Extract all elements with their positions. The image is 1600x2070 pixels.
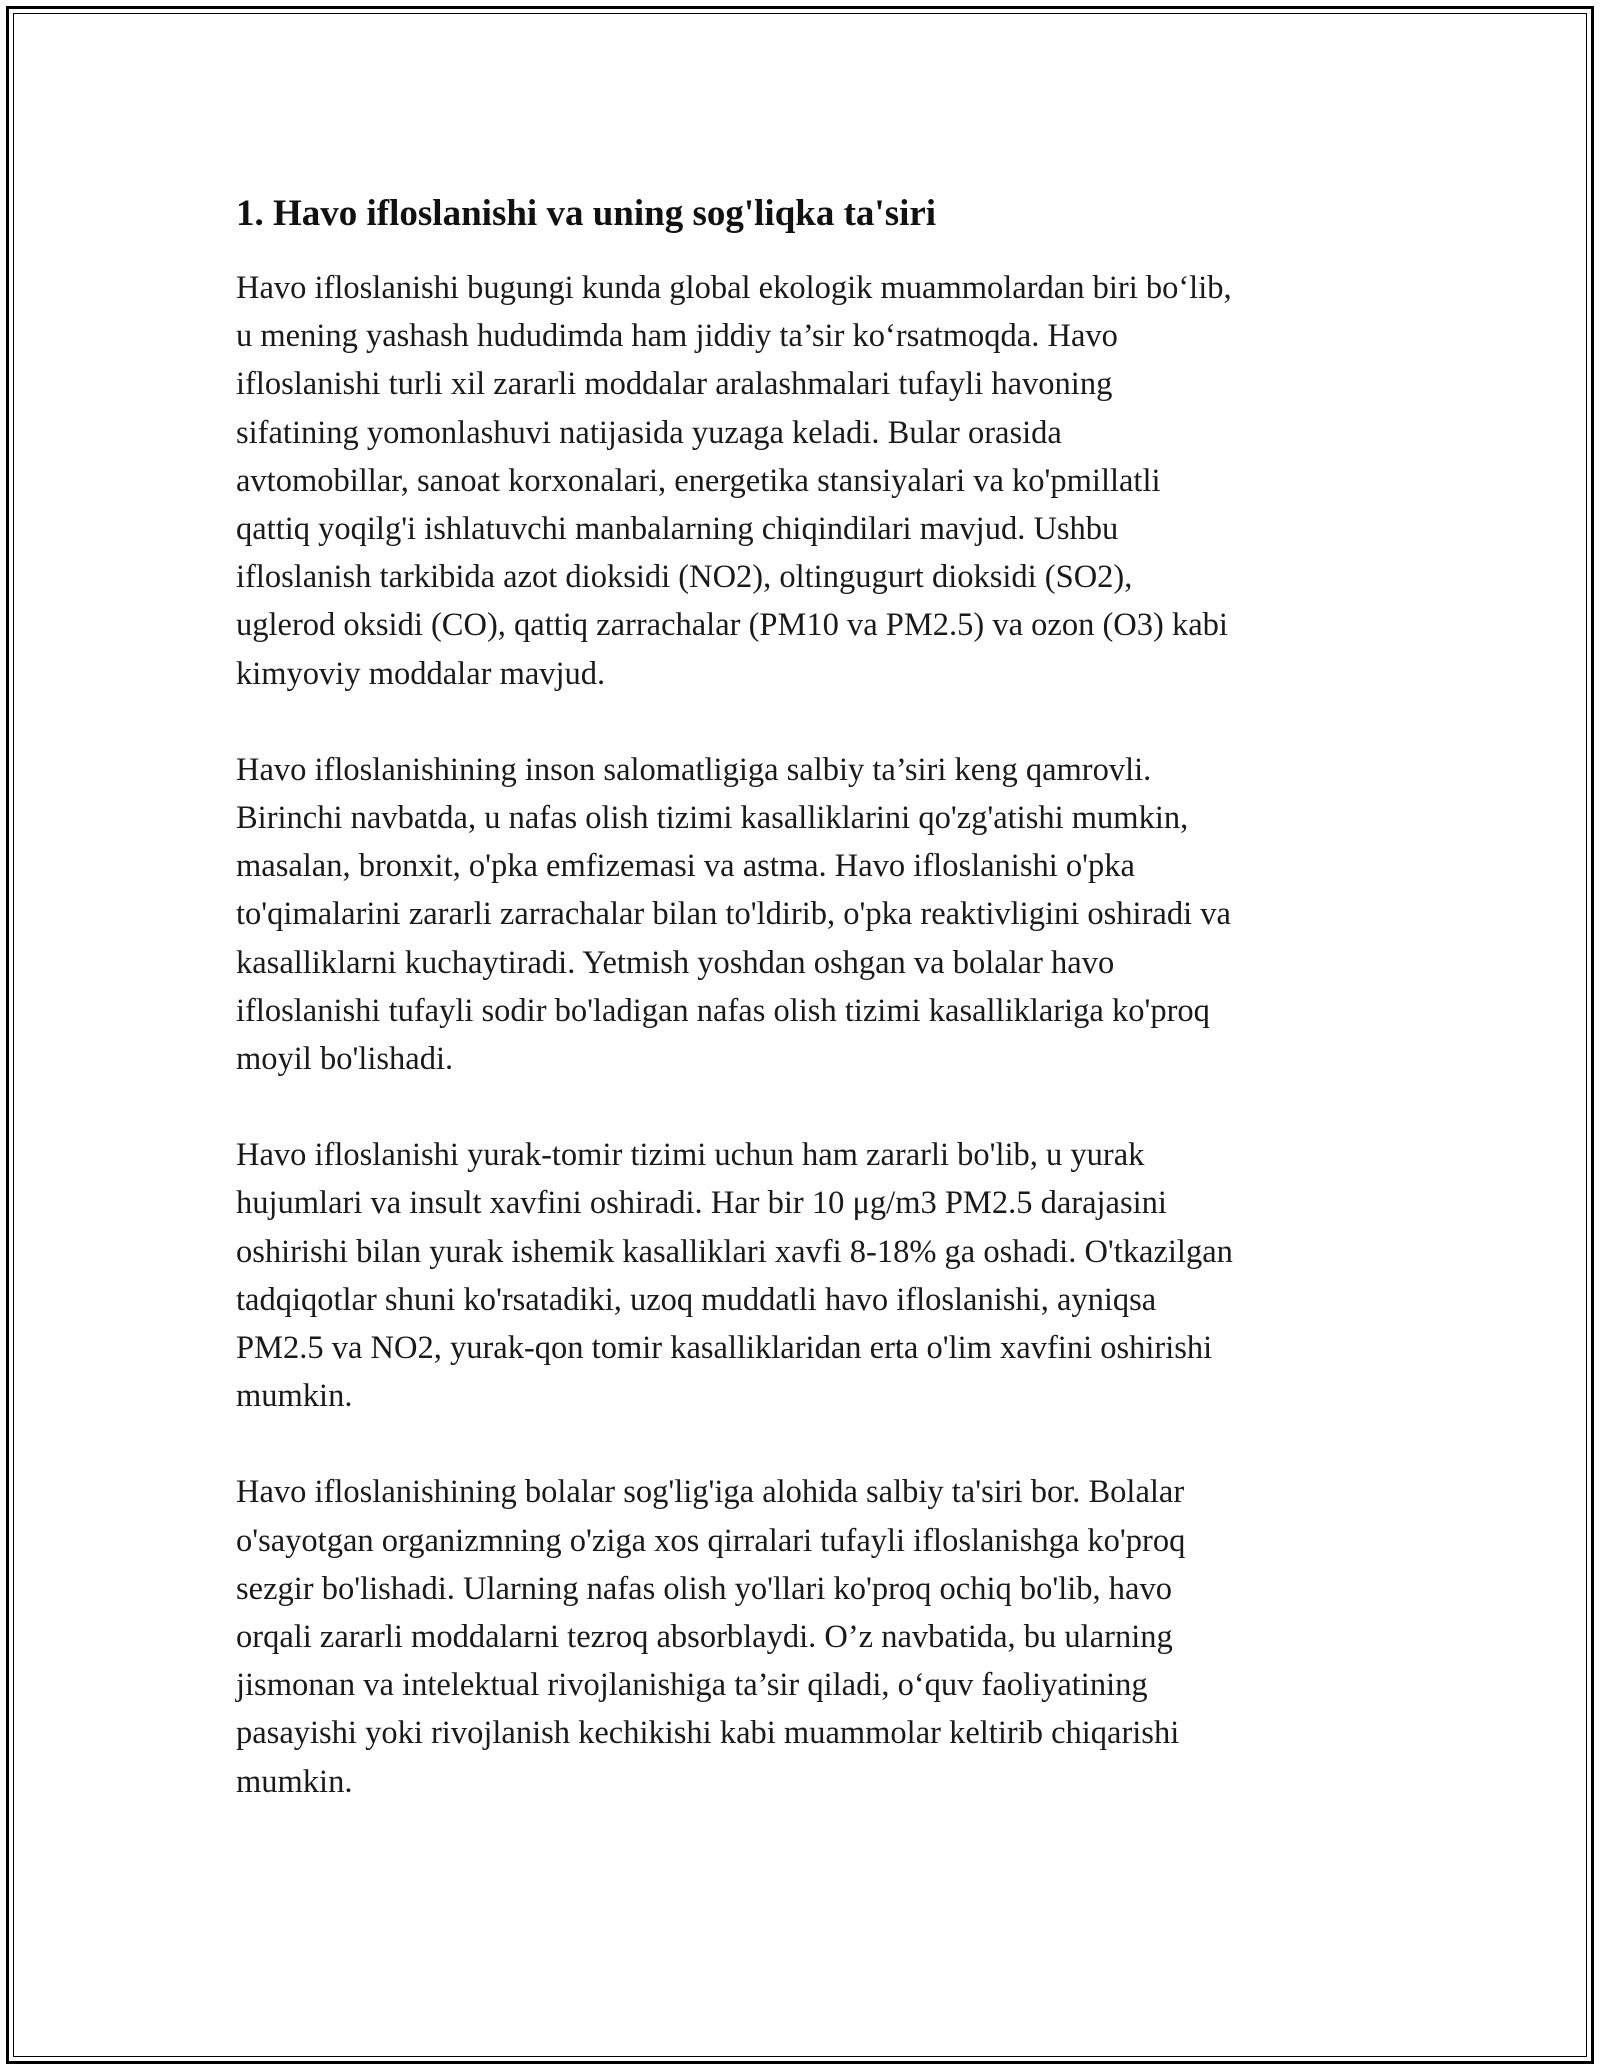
paragraph-children-health: Havo ifloslanishining bolalar sog'lig'iga alohida salbiy ta'siri bor. Bolalar o'sayotgan organizmning o'ziga xos qirralari tufayli ifloslanishga ko'proq sezgir bo'lishadi. Ularning nafas olish yo'llari ko'proq ochiq bo'lib, havo orqali zararli moddalarni tezroq absorblaydi. O’z navbatida, bu ularning jismonan va intelektual rivojlanishiga ta’sir qiladi, o‘quv faoliyatining pasayishi yoki rivojlanish kechikishi kabi muammolar keltirib chiqarishi mumkin. bbox=[236, 1474, 1186, 1800]
section-heading: 1. Havo ifloslanishi va uning sog'liqka ta'siri bbox=[236, 193, 937, 234]
paragraph-respiratory-effects: Havo ifloslanishining inson salomatligiga salbiy ta’siri keng qamrovli. Birinchi navbatda, u nafas olish tizimi kasalliklarini qo'zg'atishi mumkin, masalan, bronxit, o'pka emfizemasi va astma. Havo ifloslanishi o'pka to'qimalarini zararli zarrachalar bilan to'ldirib, o'pka reaktivligini oshiradi va kasalliklarni kuchaytiradi. Yetmish yoshdan oshgan va bolalar havo ifloslanishi tufayli sodir bo'ladigan nafas olish tizimi kasalliklariga ko'proq moyil bo'lishadi. bbox=[236, 751, 1231, 1078]
paragraph-air-pollution-sources: Havo ifloslanishi bugungi kunda global ekologik muammolardan biri bo‘lib, u mening yashash hududimda ham jiddiy ta’sir ko‘rsatmoqda. Havo ifloslanishi turli xil zararli moddalar aralashmalari tufayli havoning sifatining yomonlashuvi natijasida yuzaga keladi. Bular orasida avtomobillar, sanoat korxonalari, energetika stansiyalari va ko'pmillatli qattiq yoqilg'i ishlatuvchi manbalarning chiqindilari mavjud. Ushbu ifloslanish tarkibida azot dioksidi (NO2), oltingugurt dioksidi (SO2), uglerod oksidi (CO), qattiq zarrachalar (PM10 va PM2.5) va ozon (O3) kabi kimyoviy moddalar mavjud. bbox=[236, 270, 1232, 692]
paragraph-cardiovascular-effects: Havo ifloslanishi yurak-tomir tizimi uchun ham zararli bo'lib, u yurak hujumlari va insult xavfini oshiradi. Har bir 10 μg/m3 PM2.5 darajasini oshirishi bilan yurak ishemik kasalliklari xavfi 8-18% ga oshadi. O'tkazilgan tadqiqotlar shuni ko'rsatadiki, uzoq muddatli havo ifloslanishi, ayniqsa PM2.5 va NO2, yurak-qon tomir kasalliklaridan erta o'lim xavfini oshirishi mumkin. bbox=[236, 1137, 1233, 1415]
document-body bbox=[236, 186, 1366, 1854]
